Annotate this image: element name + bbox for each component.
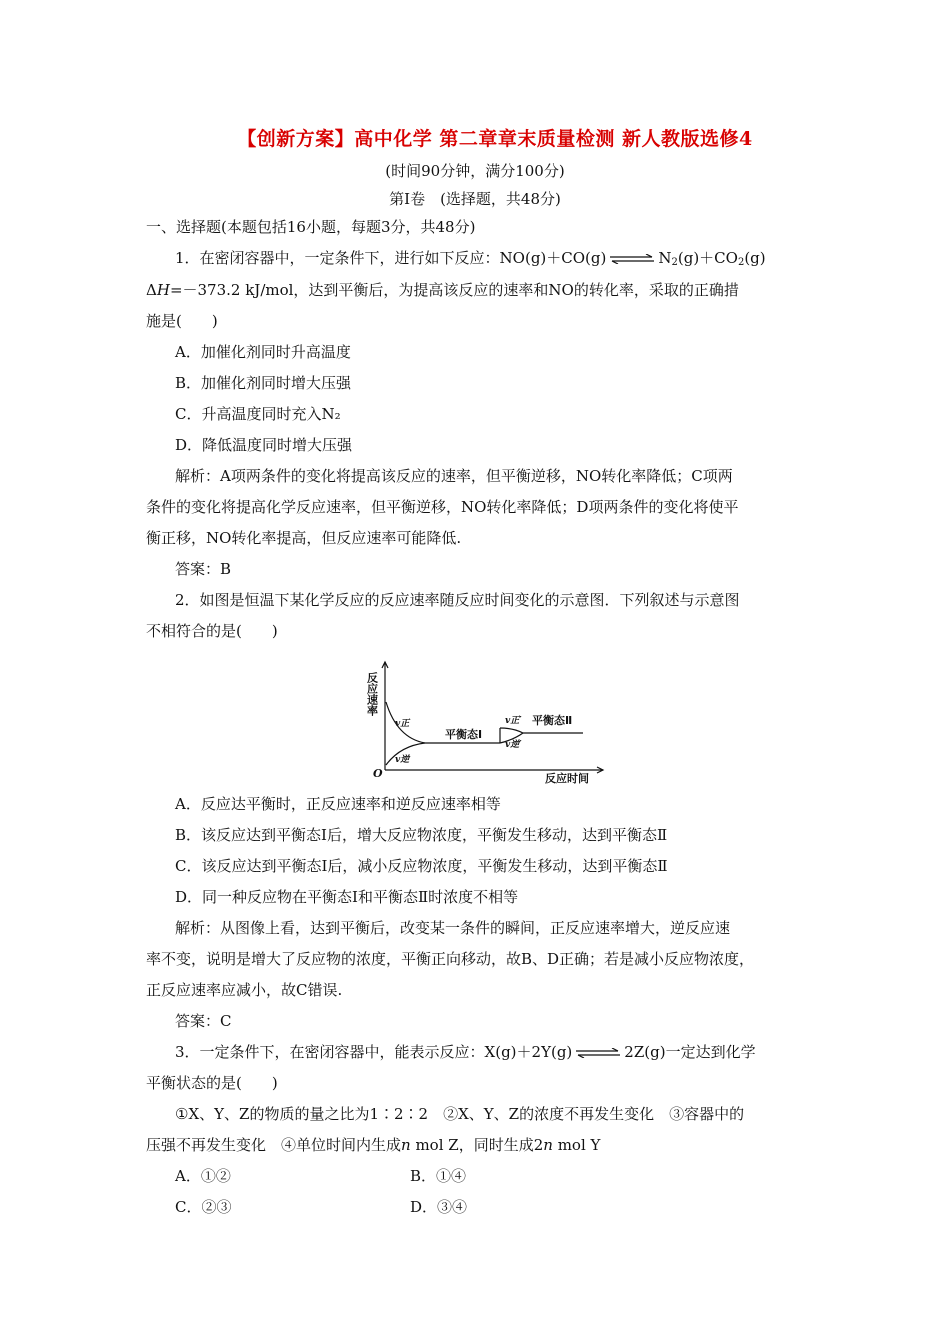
- y-axis-label: 反应速率: [365, 672, 379, 716]
- q1-option-a: A．加催化剂同时升高温度: [175, 343, 351, 361]
- q2-analysis-line1: 解析：从图像上看，达到平衡后，改变某一条件的瞬间，正反应速率增大，逆反应速: [175, 919, 731, 937]
- q3-stem-line1: 3．一定条件下，在密闭容器中，能表示反应：X(g)＋2Y(g) 2Z(g)一定达到化学: [175, 1043, 756, 1061]
- label-v-reverse-prime: v逆′: [505, 740, 522, 750]
- q2-option-a: A．反应达平衡时，正反应速率和逆反应速率相等: [175, 795, 501, 813]
- q2-option-b: B．该反应达到平衡态Ⅰ后，增大反应物浓度，平衡发生移动，达到平衡态Ⅱ: [175, 826, 668, 844]
- rate-time-chart: [355, 660, 615, 785]
- q3-option-c: C．②③: [175, 1198, 232, 1216]
- q3-option-b: B．①④: [410, 1167, 467, 1185]
- q2-analysis-line3: 正反应速率应减小，故C错误.: [146, 981, 343, 999]
- q1-stem-line1: 1．在密闭容器中，一定条件下，进行如下反应：NO(g)＋CO(g) $N_2(g)+CO_2(g)$: [175, 249, 766, 268]
- q1-option-c: C．升高温度同时充入N₂: [175, 405, 341, 423]
- section-heading: 一、选择题(本题包括16小题，每题3分，共48分): [146, 218, 476, 236]
- document-title: 【创新方案】高中化学 第二章章末质量检测 新人教版选修4: [237, 128, 753, 150]
- q3-option-d: D．③④: [410, 1198, 468, 1216]
- label-state2: 平衡态Ⅱ: [532, 714, 573, 727]
- q1-option-b: B．加催化剂同时增大压强: [175, 374, 352, 392]
- equilibrium-arrow-icon: [608, 254, 656, 264]
- q1-analysis-line3: 衡正移，NO转化率提高，但反应速率可能降低.: [146, 529, 462, 547]
- q3-conditions-line2: 压强不再发生变化 ④单位时间内生成n mol Z，同时生成2n mol Y: [146, 1136, 601, 1154]
- equilibrium-arrow-icon: [574, 1048, 622, 1058]
- q1-analysis-line2: 条件的变化将提高化学反应速率，但平衡逆移，NO转化率降低；D项两条件的变化将使平: [146, 498, 739, 516]
- q2-answer: 答案：C: [175, 1012, 232, 1030]
- q1-analysis-line1: 解析：A项两条件的变化将提高该反应的速率，但平衡逆移，NO转化率降低；C项两: [175, 467, 733, 485]
- label-v-forward-prime: v正′: [505, 716, 522, 726]
- q3-conditions-line1: ①X、Y、Z的物质的量之比为1∶2∶2 ②X、Y、Z的浓度不再发生变化 ③容器中的: [175, 1105, 745, 1123]
- time-note: (时间90分钟，满分100分): [385, 162, 565, 180]
- q3-stem-line2: 平衡状态的是( ): [146, 1074, 278, 1092]
- x-axis-label: 反应时间: [545, 772, 589, 785]
- q2-stem-line1: 2．如图是恒温下某化学反应的反应速率随反应时间变化的示意图．下列叙述与示意图: [175, 591, 740, 609]
- q1-answer: 答案：B: [175, 560, 232, 578]
- q1-option-d: D．降低温度同时增大压强: [175, 436, 353, 454]
- q2-option-c: C．该反应达到平衡态Ⅰ后，减小反应物浓度，平衡发生移动，达到平衡态Ⅱ: [175, 857, 668, 875]
- q2-option-d: D．同一种反应物在平衡态Ⅰ和平衡态Ⅱ时浓度不相等: [175, 888, 519, 906]
- q3-option-a: A．①②: [175, 1167, 231, 1185]
- q1-stem-line3: 施是( ): [146, 312, 218, 330]
- v-forward-prime-curve: [500, 728, 523, 733]
- label-v-forward: v正: [395, 719, 410, 729]
- label-state1: 平衡态Ⅰ: [445, 728, 483, 741]
- origin-label: O: [373, 767, 383, 780]
- q2-analysis-line2: 率不变，说明是增大了反应物的浓度，平衡正向移动，故B、D正确；若是减小反应物浓度，: [146, 950, 755, 968]
- label-v-reverse: v逆: [395, 755, 410, 765]
- q1-stem-line2: ΔH=－373.2 kJ/mol，达到平衡后，为提高该反应的速率和NO的转化率，采取的正确措: [146, 281, 739, 299]
- q2-stem-line2: 不相符合的是( ): [146, 622, 278, 640]
- part-note: 第Ⅰ卷 (选择题，共48分): [389, 190, 561, 208]
